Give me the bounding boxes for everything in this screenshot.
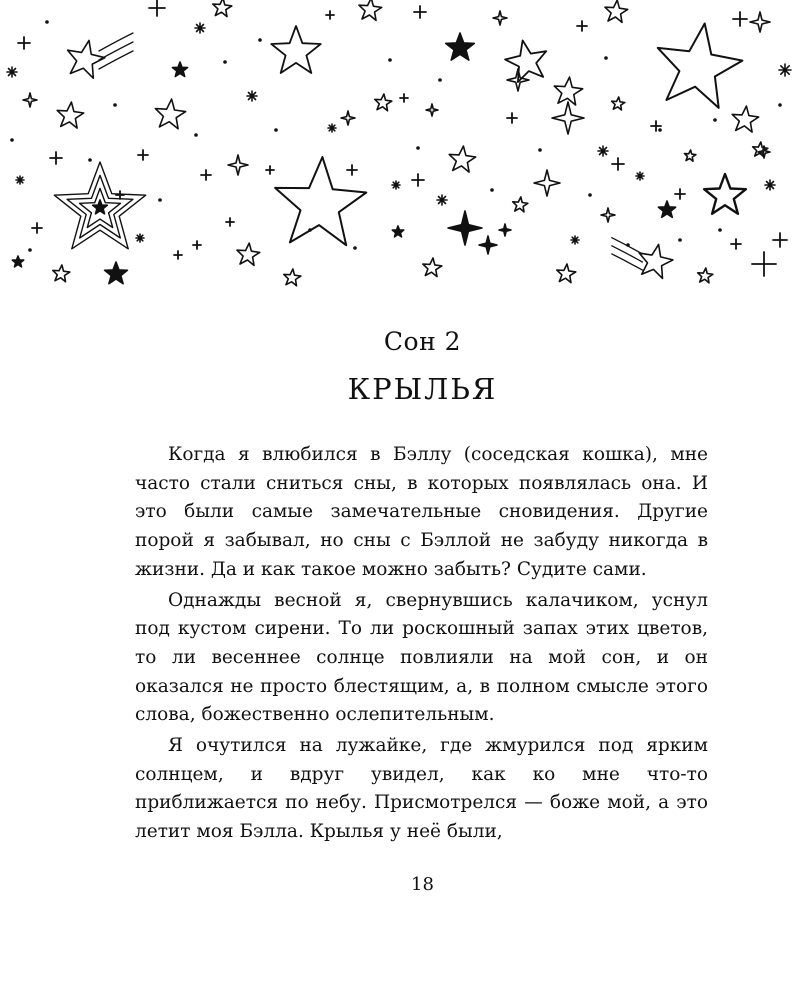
star-icon	[612, 246, 643, 262]
star-icon	[266, 166, 274, 174]
paragraph: Однажды весной я, свернувшись калачиком, уснул под кустом сирени. То ли роскошный запах этих цветов, то ли весеннее солнце повлияли на мой сон, и он оказался не просто блестящим, а, в полном смысле этого слова, божественно ослепительным.	[135, 589, 708, 726]
star-icon	[658, 128, 662, 132]
star-icon	[538, 148, 542, 152]
chapter-number: Сон 2	[383, 327, 462, 356]
page-number: 18	[411, 874, 434, 895]
star-icon	[99, 33, 133, 51]
star-icon	[113, 103, 117, 107]
star-icon	[326, 11, 334, 19]
star-icon	[193, 241, 201, 249]
star-icon	[237, 243, 260, 265]
star-icon	[658, 201, 675, 217]
star-icon	[731, 239, 741, 249]
star-icon	[412, 174, 424, 186]
star-icon	[778, 103, 782, 107]
star-icon	[149, 0, 165, 16]
star-icon	[426, 104, 438, 116]
star-icon	[353, 246, 357, 250]
star-icon	[675, 189, 685, 199]
star-icon	[32, 223, 42, 233]
star-icon	[479, 236, 497, 254]
paragraph: Я очутился на лужайке, где жмурился под ярким солнцем, и вдруг увидел, как ко мне что-то приближается по небу. Присмотрелся — боже мой, а это летит моя Бэлла. Крылья у неё были,	[135, 735, 708, 843]
star-icon	[258, 38, 262, 42]
star-icon	[308, 228, 312, 232]
star-icon	[773, 233, 787, 247]
star-icon	[446, 33, 475, 60]
star-icon	[45, 20, 49, 24]
star-icon	[158, 198, 162, 202]
star-icon	[437, 195, 447, 205]
star-icon	[213, 0, 232, 17]
star-icon	[779, 64, 791, 76]
star-icon	[271, 26, 320, 73]
star-icon	[704, 174, 746, 214]
star-icon	[598, 146, 608, 156]
star-icon	[328, 124, 336, 132]
star-icon	[612, 97, 625, 110]
star-icon	[601, 208, 615, 222]
star-icon	[713, 118, 717, 122]
star-icon	[507, 113, 517, 123]
star-icon	[375, 94, 392, 111]
star-icon	[416, 146, 420, 150]
star-icon	[347, 165, 357, 175]
star-icon	[284, 269, 301, 286]
star-icon	[174, 251, 182, 259]
star-icon	[392, 181, 400, 189]
star-icon	[99, 42, 133, 60]
star-icon	[554, 77, 582, 105]
star-icon	[626, 243, 630, 247]
star-icon	[685, 150, 696, 161]
star-icon	[698, 268, 713, 283]
chapter-title: КРЫЛЬЯ	[347, 372, 498, 406]
star-icon	[490, 188, 494, 192]
star-icon	[449, 146, 476, 172]
star-icon	[499, 224, 511, 236]
star-icon	[513, 197, 528, 212]
star-icon	[505, 40, 546, 82]
star-icon	[423, 258, 442, 277]
star-icon	[10, 138, 14, 142]
star-icon	[194, 133, 198, 137]
star-icon	[639, 244, 673, 278]
star-icon	[23, 93, 37, 107]
star-icon	[493, 11, 507, 25]
star-icon	[53, 265, 70, 282]
chapter-body	[135, 441, 708, 847]
stars-illustration	[0, 0, 800, 300]
star-icon	[341, 111, 355, 125]
star-icon	[577, 21, 587, 31]
star-icon	[274, 128, 278, 132]
star-icon	[552, 102, 584, 134]
star-icon	[155, 99, 185, 129]
star-icon	[750, 12, 770, 32]
star-icon	[400, 94, 408, 102]
star-icon	[658, 24, 743, 108]
star-icon	[557, 264, 576, 283]
star-icon	[105, 262, 128, 284]
star-icon	[136, 234, 144, 242]
star-icon	[7, 67, 17, 77]
star-icon	[605, 0, 628, 22]
star-icon	[438, 78, 442, 82]
star-icon	[12, 256, 23, 267]
star-icon	[414, 6, 426, 18]
star-icon	[50, 152, 62, 164]
star-icon	[612, 254, 643, 270]
star-icon	[359, 0, 382, 20]
star-icon	[138, 150, 148, 160]
star-icon	[678, 238, 682, 242]
star-icon	[16, 176, 24, 184]
star-icon	[765, 180, 775, 190]
star-icon	[718, 228, 722, 232]
paragraph: Когда я влюбился в Бэллу (соседская кошка), мне часто стали сниться сны, в которых появлялась она. И это были самые замечательные сновидения. Другие порой я забывал, но сны с Бэллой не забуду никогда в жизни. Да и как такое можно забыть? Судите сами.	[135, 444, 708, 580]
star-icon	[228, 155, 248, 175]
star-icon	[604, 56, 608, 60]
star-icon	[172, 62, 187, 77]
star-icon	[534, 170, 560, 196]
star-icon	[201, 170, 211, 180]
star-icon	[752, 252, 776, 276]
star-icon	[247, 91, 257, 101]
star-icon	[195, 23, 205, 33]
star-icon	[448, 211, 482, 245]
star-icon	[99, 51, 133, 69]
star-icon	[636, 172, 644, 180]
star-icon	[388, 58, 392, 62]
star-icon	[88, 158, 92, 162]
star-icon	[57, 102, 83, 128]
star-icon	[588, 193, 592, 197]
star-icon	[223, 60, 227, 64]
star-icon	[733, 12, 747, 26]
star-icon	[732, 106, 759, 132]
star-icon	[226, 218, 234, 226]
star-icon	[28, 248, 32, 252]
star-icon	[612, 158, 624, 170]
star-icon	[18, 37, 30, 49]
star-icon	[116, 191, 124, 199]
star-icon	[392, 226, 403, 237]
star-icon	[571, 236, 579, 244]
